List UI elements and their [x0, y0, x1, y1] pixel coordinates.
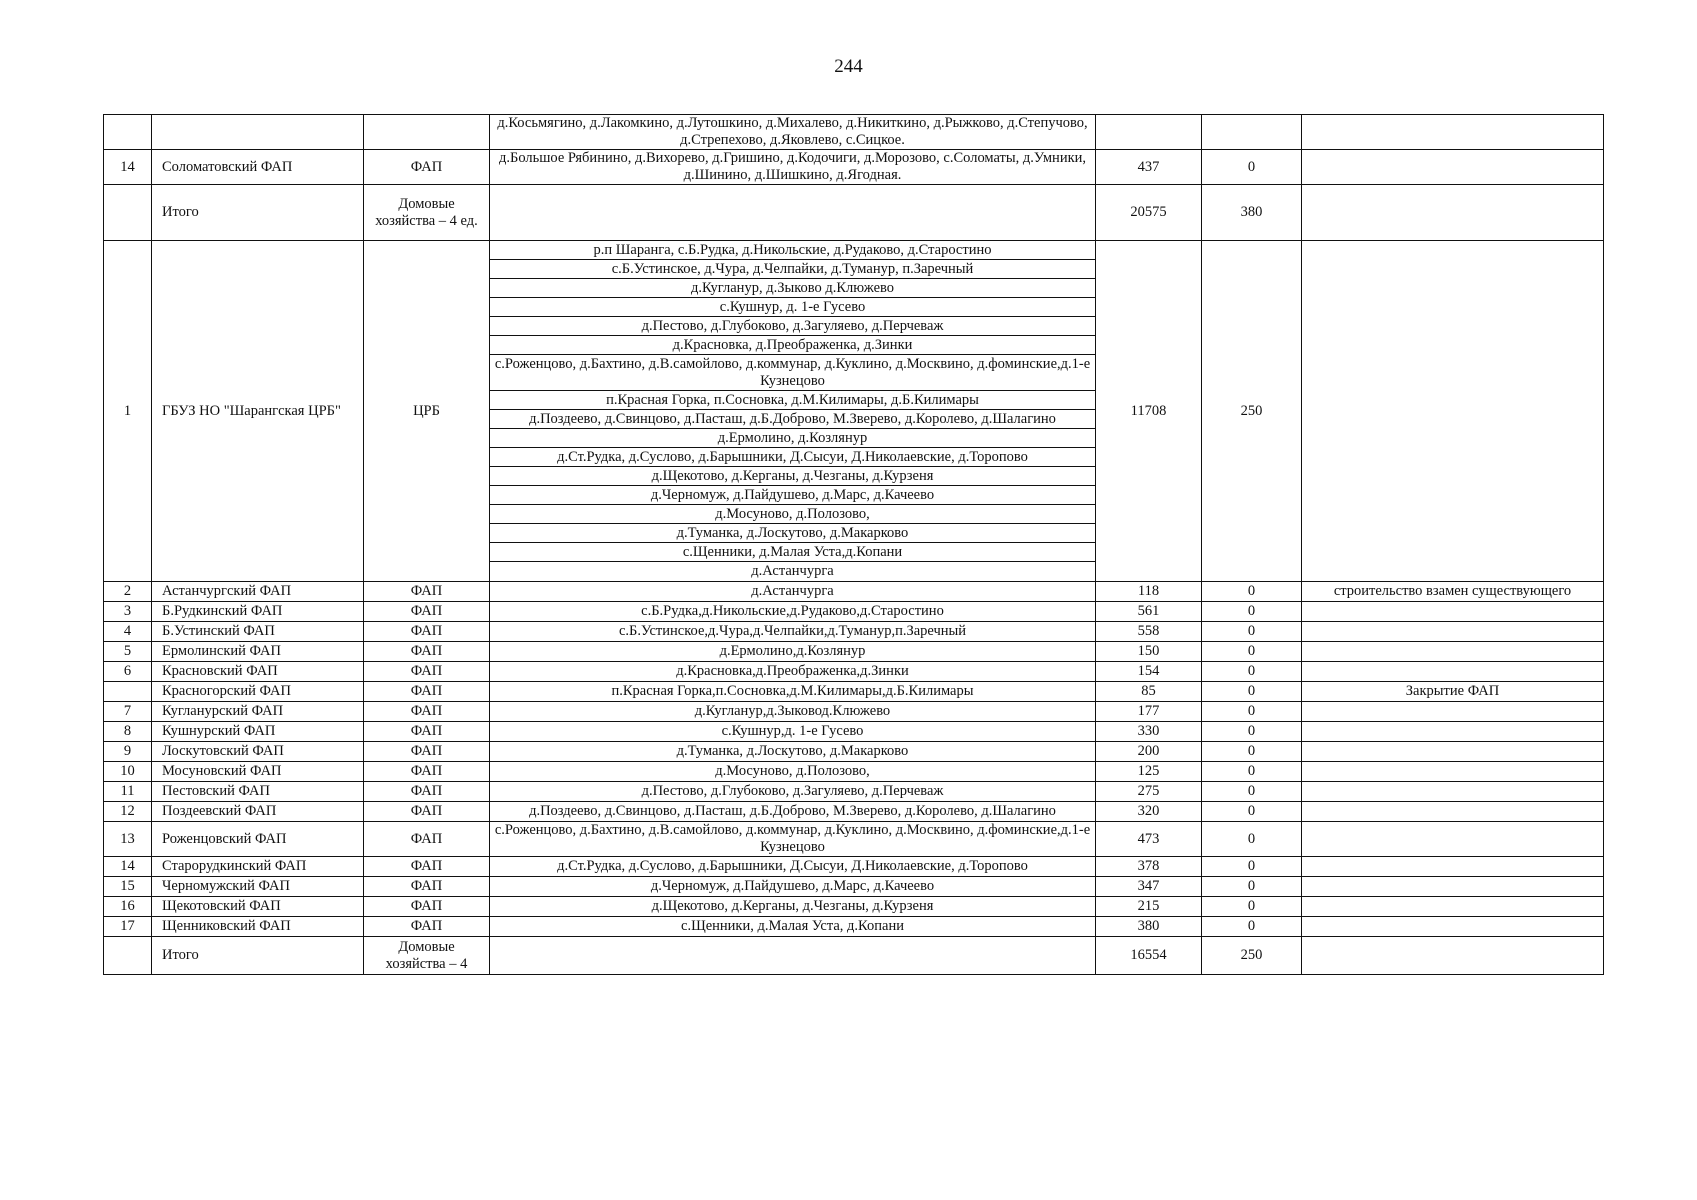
facility-name: Б.Рудкинский ФАП — [152, 602, 364, 622]
row-number: 15 — [104, 877, 152, 897]
value2-cell: 0 — [1202, 702, 1302, 722]
facility-name: Соломатовский ФАП — [152, 150, 364, 185]
total-value2: 380 — [1202, 185, 1302, 241]
total-population: 16554 — [1096, 937, 1202, 975]
crb-village-line: р.п Шаранга, с.Б.Рудка, д.Никольские, д.Рудаково, д.Старостино — [490, 241, 1095, 260]
table-row — [104, 642, 1604, 662]
value2-cell: 0 — [1202, 917, 1302, 937]
value2-cell — [1202, 115, 1302, 150]
facility-name: Красновский ФАП — [152, 662, 364, 682]
villages-cell: д.Мосуново, д.Полозово, — [490, 762, 1096, 782]
note-cell — [1302, 822, 1604, 857]
note-cell — [1302, 782, 1604, 802]
value2-cell: 0 — [1202, 662, 1302, 682]
page-number: 244 — [834, 56, 863, 77]
villages-cell: с.Б.Устинское,д.Чура,д.Челпайки,д.Туманур,п.Заречный — [490, 622, 1096, 642]
population-cell: 437 — [1096, 150, 1202, 185]
note-cell — [1302, 702, 1604, 722]
crb-village-line: д.Поздеево, д.Свинцово, д.Пасташ, д.Б.Доброво, М.Зверево, д.Королево, д.Шалагино — [490, 410, 1095, 429]
value2-cell: 0 — [1202, 150, 1302, 185]
facility-name: Лоскутовский ФАП — [152, 742, 364, 762]
population-cell: 200 — [1096, 742, 1202, 762]
row-number: 17 — [104, 917, 152, 937]
note-cell — [1302, 917, 1604, 937]
total-row — [104, 185, 1604, 241]
note-cell — [1302, 185, 1604, 241]
row-number: 3 — [104, 602, 152, 622]
crb-village-lines — [490, 241, 1095, 581]
facility-type — [364, 115, 490, 150]
crb-village-line: д.Кугланур, д.Зыково д.Клюжево — [490, 279, 1095, 298]
crb-village-line: п.Красная Горка, п.Сосновка, д.М.Килимары, д.Б.Килимары — [490, 391, 1095, 410]
facility-name: Мосуновский ФАП — [152, 762, 364, 782]
value2-cell: 0 — [1202, 877, 1302, 897]
villages-cell: д.Ст.Рудка, д.Суслово, д.Барышники, Д.Сысуи, Д.Николаевские, д.Торопово — [490, 857, 1096, 877]
facility-type: ФАП — [364, 822, 490, 857]
note-cell — [1302, 762, 1604, 782]
crb-village-line: д.Туманка, д.Лоскутово, д.Макарково — [490, 524, 1095, 543]
table-row — [104, 822, 1604, 857]
villages-cell: д.Черномуж, д.Пайдушево, д.Марс, д.Качеево — [490, 877, 1096, 897]
table-row — [104, 917, 1604, 937]
table-row — [104, 762, 1604, 782]
row-number: 9 — [104, 742, 152, 762]
table-row — [104, 742, 1604, 762]
households-note: Домовые хозяйства – 4 — [364, 937, 490, 975]
households-note: Домовые хозяйства – 4 ед. — [364, 185, 490, 241]
facility-type: ФАП — [364, 877, 490, 897]
facility-type: ФАП — [364, 682, 490, 702]
crb-village-line: д.Астанчурга — [751, 563, 834, 579]
villages-cell: д.Щекотово, д.Керганы, д.Чезганы, д.Курзеня — [490, 897, 1096, 917]
row-number — [104, 682, 152, 702]
facility-type: ФАП — [364, 622, 490, 642]
total-row — [104, 937, 1604, 975]
value2-cell: 0 — [1202, 822, 1302, 857]
crb-village-line: д.Щекотово, д.Керганы, д.Чезганы, д.Курзеня — [490, 467, 1095, 486]
facility-type: ФАП — [364, 782, 490, 802]
note-cell — [1302, 642, 1604, 662]
row-number: 13 — [104, 822, 152, 857]
facility-type: ФАП — [364, 917, 490, 937]
value2-cell: 0 — [1202, 857, 1302, 877]
crb-village-line: д.Мосуново, д.Полозово, — [490, 505, 1095, 524]
note-cell — [1302, 897, 1604, 917]
facility-type: ФАП — [364, 602, 490, 622]
villages-cell: д.Большое Рябинино, д.Вихорево, д.Гришино, д.Кодочиги, д.Морозово, с.Соломаты, д.Умники, д.Шинино, д.Шишкино, д.Ягодная. — [490, 150, 1096, 185]
crb-village-line: д.Красновка, д.Преображенка, д.Зинки — [490, 336, 1095, 355]
population-cell — [1096, 115, 1202, 150]
table-row — [104, 150, 1604, 185]
facility-name: Щекотовский ФАП — [152, 897, 364, 917]
villages-cell: д.Косьмягино, д.Лакомкино, д.Лутошкино, д.Михалево, д.Никиткино, д.Рыжково, д.Степучово, д.Стрепехово, д.Яковлево, с.Сицкое. — [490, 115, 1096, 150]
value2-cell: 0 — [1202, 762, 1302, 782]
row-number: 2 — [104, 582, 152, 602]
villages-cell: с.Щенники, д.Малая Уста, д.Копани — [490, 917, 1096, 937]
row-number: 4 — [104, 622, 152, 642]
table-row — [104, 722, 1604, 742]
table-row — [104, 622, 1604, 642]
facility-name: Щенниковский ФАП — [152, 917, 364, 937]
total-label: Итого — [152, 185, 364, 241]
population-cell: 215 — [1096, 897, 1202, 917]
population-cell: 558 — [1096, 622, 1202, 642]
crb-row — [104, 241, 1604, 582]
facility-type: ЦРБ — [364, 241, 490, 582]
note-cell: строительство взамен существующего — [1302, 582, 1604, 602]
table-row — [104, 877, 1604, 897]
population-cell: 177 — [1096, 702, 1202, 722]
villages-cell: д.Пестово, д.Глубоково, д.Загуляево, д.Перчеваж — [490, 782, 1096, 802]
crb-villages-list — [490, 241, 1096, 582]
crb-village-line: с.Роженцово, д.Бахтино, д.В.самойлово, д.коммунар, д.Куклино, д.Москвино, д.фоминские,д.1-е Кузнецово — [490, 355, 1095, 391]
facility-name: Кушнурский ФАП — [152, 722, 364, 742]
value2-cell: 0 — [1202, 602, 1302, 622]
population-cell: 347 — [1096, 877, 1202, 897]
facility-name: Черномужский ФАП — [152, 877, 364, 897]
facility-name: Старорудкинский ФАП — [152, 857, 364, 877]
villages-cell: с.Б.Рудка,д.Никольские,д.Рудаково,д.Старостино — [490, 602, 1096, 622]
population-cell: 378 — [1096, 857, 1202, 877]
villages-cell: с.Роженцово, д.Бахтино, д.В.самойлово, д.коммунар, д.Куклино, д.Москвино, д.фоминские,д.1-е Кузнецово — [490, 822, 1096, 857]
note-cell — [1302, 722, 1604, 742]
facility-name: ГБУЗ НО "Шарангская ЦРБ" — [152, 241, 364, 582]
crb-village-line: д.Пестово, д.Глубоково, д.Загуляево, д.Перчеваж — [490, 317, 1095, 336]
villages-cell: д.Туманка, д.Лоскутово, д.Макарково — [490, 742, 1096, 762]
note-cell — [1302, 857, 1604, 877]
row-number — [104, 115, 152, 150]
value2-cell: 0 — [1202, 802, 1302, 822]
note-cell — [1302, 622, 1604, 642]
villages-cell: д.Красновка,д.Преображенка,д.Зинки — [490, 662, 1096, 682]
value2-cell: 0 — [1202, 782, 1302, 802]
facility-type: ФАП — [364, 582, 490, 602]
facility-type: ФАП — [364, 857, 490, 877]
population-cell: 85 — [1096, 682, 1202, 702]
facility-type: ФАП — [364, 742, 490, 762]
value2-cell: 0 — [1202, 622, 1302, 642]
crb-village-line: д.Черномуж, д.Пайдушево, д.Марс, д.Качеево — [490, 486, 1095, 505]
villages-cell: д.Поздеево, д.Свинцово, д.Пасташ, д.Б.Доброво, М.Зверево, д.Королево, д.Шалагино — [490, 802, 1096, 822]
population-cell: 275 — [1096, 782, 1202, 802]
population-cell: 473 — [1096, 822, 1202, 857]
crb-village-line: с.Кушнур, д. 1-е Гусево — [490, 298, 1095, 317]
total-label: Итого — [152, 937, 364, 975]
population-cell: 11708 — [1096, 241, 1202, 582]
facility-type: ФАП — [364, 702, 490, 722]
population-cell: 561 — [1096, 602, 1202, 622]
note-cell — [1302, 877, 1604, 897]
population-cell: 320 — [1096, 802, 1202, 822]
facility-type: ФАП — [364, 150, 490, 185]
row-number — [104, 937, 152, 975]
row-number: 14 — [104, 150, 152, 185]
table-row — [104, 782, 1604, 802]
crb-village-line: с.Б.Устинское, д.Чура, д.Челпайки, д.Туманур, п.Заречный — [490, 260, 1095, 279]
table-row — [104, 702, 1604, 722]
facility-name: Ермолинский ФАП — [152, 642, 364, 662]
facility-name: Красногорский ФАП — [152, 682, 364, 702]
value2-cell: 0 — [1202, 582, 1302, 602]
value2-cell: 0 — [1202, 682, 1302, 702]
table-row — [104, 857, 1604, 877]
row-number: 16 — [104, 897, 152, 917]
facilities-table — [103, 114, 1604, 975]
crb-village-line: д.Ст.Рудка, д.Суслово, д.Барышники, Д.Сысуи, Д.Николаевские, д.Торопово — [490, 448, 1095, 467]
row-number: 11 — [104, 782, 152, 802]
row-number: 12 — [104, 802, 152, 822]
facility-name: Пестовский ФАП — [152, 782, 364, 802]
facility-name: Астанчургский ФАП — [152, 582, 364, 602]
facility-type: ФАП — [364, 762, 490, 782]
row-number: 5 — [104, 642, 152, 662]
table-row — [104, 802, 1604, 822]
facility-name: Кугланурский ФАП — [152, 702, 364, 722]
note-cell — [1302, 662, 1604, 682]
note-cell — [1302, 115, 1604, 150]
table-row — [104, 602, 1604, 622]
population-cell: 154 — [1096, 662, 1202, 682]
facility-name: Поздеевский ФАП — [152, 802, 364, 822]
value2-cell: 0 — [1202, 642, 1302, 662]
villages-cell: д.Ермолино,д.Козлянур — [490, 642, 1096, 662]
facility-name: Роженцовский ФАП — [152, 822, 364, 857]
population-cell: 125 — [1096, 762, 1202, 782]
note-cell — [1302, 241, 1604, 582]
facility-name: Б.Устинский ФАП — [152, 622, 364, 642]
value2-cell: 0 — [1202, 897, 1302, 917]
row-number — [104, 185, 152, 241]
value2-cell: 250 — [1202, 241, 1302, 582]
villages-cell: д.Кугланур,д.Зыковод.Клюжево — [490, 702, 1096, 722]
row-number: 10 — [104, 762, 152, 782]
note-cell — [1302, 802, 1604, 822]
table-row — [104, 897, 1604, 917]
facility-type: ФАП — [364, 802, 490, 822]
facility-name — [152, 115, 364, 150]
population-cell: 330 — [1096, 722, 1202, 742]
total-population: 20575 — [1096, 185, 1202, 241]
total-value2: 250 — [1202, 937, 1302, 975]
facility-type: ФАП — [364, 662, 490, 682]
crb-village-line: д.Ермолино, д.Козлянур — [490, 429, 1095, 448]
note-cell — [1302, 602, 1604, 622]
population-cell: 150 — [1096, 642, 1202, 662]
facility-type: ФАП — [364, 722, 490, 742]
population-cell: 380 — [1096, 917, 1202, 937]
row-number: 14 — [104, 857, 152, 877]
row-number: 7 — [104, 702, 152, 722]
villages-cell: д.Астанчурга — [490, 582, 1096, 602]
note-cell — [1302, 937, 1604, 975]
note-cell — [1302, 742, 1604, 762]
crb-village-line: с.Щенники, д.Малая Уста,д.Копани — [490, 543, 1095, 562]
row-number: 6 — [104, 662, 152, 682]
table-row — [104, 682, 1604, 702]
note-cell: Закрытие ФАП — [1302, 682, 1604, 702]
facility-type: ФАП — [364, 642, 490, 662]
value2-cell: 0 — [1202, 742, 1302, 762]
value2-cell: 0 — [1202, 722, 1302, 742]
villages-cell — [490, 185, 1096, 241]
population-cell: 118 — [1096, 582, 1202, 602]
facility-type: ФАП — [364, 897, 490, 917]
table-row — [104, 115, 1604, 150]
row-number: 1 — [104, 241, 152, 582]
note-cell — [1302, 150, 1604, 185]
table-row — [104, 662, 1604, 682]
row-number: 8 — [104, 722, 152, 742]
table-row — [104, 582, 1604, 602]
villages-cell — [490, 937, 1096, 975]
villages-cell: п.Красная Горка,п.Сосновка,д.М.Килимары,д.Б.Килимары — [490, 682, 1096, 702]
villages-cell: с.Кушнур,д. 1-е Гусево — [490, 722, 1096, 742]
